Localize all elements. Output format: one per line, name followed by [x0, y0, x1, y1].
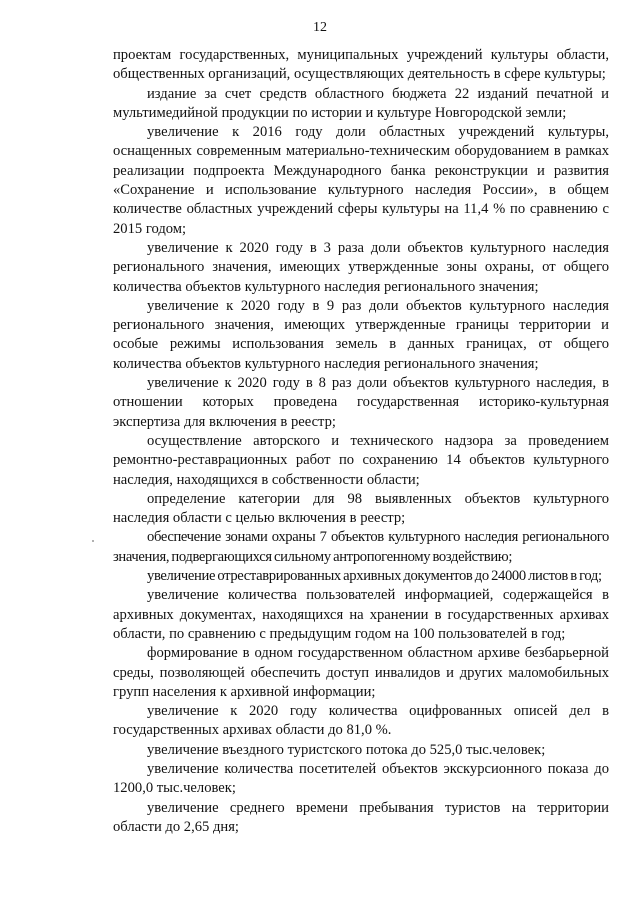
paragraph: обеспечение зонами охраны 7 объектов культурного наследия регионального значения, подвергающихся сильному антропогенному воздействию; — [113, 529, 609, 565]
paragraph: увеличение въездного туристского потока до 525,0 тыс.человек; — [147, 741, 546, 758]
paragraph: определение категории для 98 выявленных объектов культурного наследия области с целью включения в реестр; — [113, 490, 609, 527]
paragraph: проектам государственных, муниципальных учреждений культуры области, общественных организаций, осуществляющих деятельность в сфере культуры; — [113, 47, 609, 83]
paragraph: увеличение среднего времени пребывания туристов на территории области до 2,65 дня; — [113, 799, 609, 835]
page-number: 12 — [313, 20, 327, 35]
margin-mark — [92, 540, 94, 542]
paragraph: увеличение к 2016 году доли областных учреждений культуры, оснащенных современным материально-техническим оборудованием в рамках реализации подпроекта Международного банка реконструкции и развития «Сохранение и использование культурного наследия России», в общем количестве областных учреждений сферы культуры на 11,4 % по сравнению с 2015 годом; — [113, 124, 609, 237]
paragraph: увеличение количества пользователей информацией, содержащейся в архивных документах, находящихся на хранении в государственных архивах области, по сравнению с предыдущим годом на 100 пользователей в год; — [113, 587, 609, 642]
paragraph: увеличение количества посетителей объектов экскурсионного показа до 1200,0 тыс.человек; — [113, 760, 609, 797]
paragraph: осуществление авторского и технического надзора за проведением ремонтно-реставрационных работ по сохранению 14 объектов культурного наследия, находящихся в собственности области; — [113, 432, 609, 488]
paragraph: издание за счет средств областного бюджета 22 изданий печатной и мультимедийной продукции по истории и культуре Новгородской земли; — [113, 85, 609, 121]
paragraph: формирование в одном государственном областном архиве безбарьерной среды, позволяющей обеспечить доступ инвалидов и других маломобильных групп населения к архивной информации; — [113, 645, 609, 700]
paragraph: увеличение к 2020 году количества оцифрованных описей дел в государственных архивах области до 81,0 %. — [113, 703, 609, 739]
paragraph: увеличение к 2020 году в 9 раз доли объектов культурного наследия регионального значения, имеющих утвержденные границы территории и особые режимы использования земель в данных границах, от общего количества объектов культурного наследия регионального значения; — [113, 297, 609, 372]
paragraph: увеличение к 2020 году в 8 раз доли объектов культурного наследия, в отношении которых проведена государственная историко-культурная экспертиза для включения в реестр; — [113, 375, 609, 430]
document-body — [113, 46, 609, 837]
paragraph: увеличение отреставрированных архивных документов до 24000 листов в год; — [147, 568, 602, 585]
paragraph: увеличение к 2020 году в 3 раза доли объектов культурного наследия регионального значения, имеющих утвержденные зоны охраны, от общего количества объектов культурного наследия регионального значения; — [113, 239, 609, 295]
